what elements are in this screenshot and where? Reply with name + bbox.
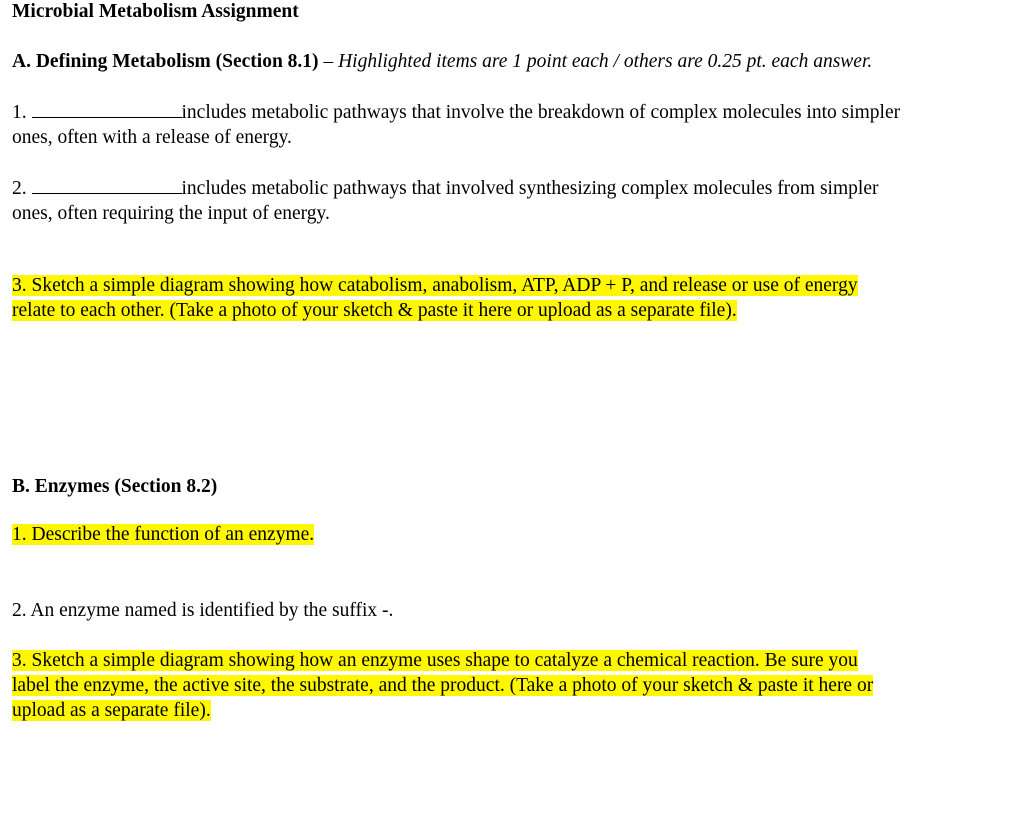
- highlighted-question-line: upload as a separate file).: [12, 700, 211, 721]
- question-b1: [12, 522, 1002, 547]
- question-b3: [12, 648, 1002, 723]
- highlighted-question-line: relate to each other. (Take a photo of your sketch & paste it here or upload as a separate file).: [12, 300, 737, 321]
- question-number: 1.: [12, 102, 27, 123]
- question-text: includes metabolic pathways that involved synthesizing complex molecules from simpler: [181, 178, 879, 199]
- question-b2: 2. An enzyme named is identified by the suffix -.: [12, 600, 394, 621]
- question-a1: [12, 98, 1002, 150]
- highlighted-question-line: 1. Describe the function of an enzyme.: [12, 524, 315, 545]
- highlighted-question-line: 3. Sketch a simple diagram showing how catabolism, anabolism, ATP, ADP + P, and release or use of energy: [12, 275, 858, 296]
- question-a2: [12, 174, 1002, 226]
- question-text-continued: ones, often requiring the input of energy.: [12, 203, 330, 224]
- answer-blank[interactable]: [32, 174, 182, 194]
- question-number: 2.: [12, 178, 27, 199]
- question-a3: [12, 273, 1002, 323]
- section-a-scoring-note: Highlighted items are 1 point each / others are 0.25 pt. each answer.: [338, 51, 873, 72]
- section-a-title: A. Defining Metabolism (Section 8.1): [12, 51, 319, 72]
- section-b-heading: B. Enzymes (Section 8.2): [12, 476, 218, 497]
- question-text: includes metabolic pathways that involve the breakdown of complex molecules into simpler: [181, 102, 901, 123]
- section-a-heading: [12, 49, 872, 74]
- document-title: Microbial Metabolism Assignment: [12, 1, 299, 22]
- highlighted-question-line: label the enzyme, the active site, the substrate, and the product. (Take a photo of your sketch & paste it here or: [12, 675, 874, 696]
- heading-dash: –: [318, 51, 339, 72]
- highlighted-question-line: 3. Sketch a simple diagram showing how an enzyme uses shape to catalyze a chemical reaction. Be sure you: [12, 650, 858, 671]
- answer-blank[interactable]: [32, 98, 182, 118]
- question-text-continued: ones, often with a release of energy.: [12, 127, 292, 148]
